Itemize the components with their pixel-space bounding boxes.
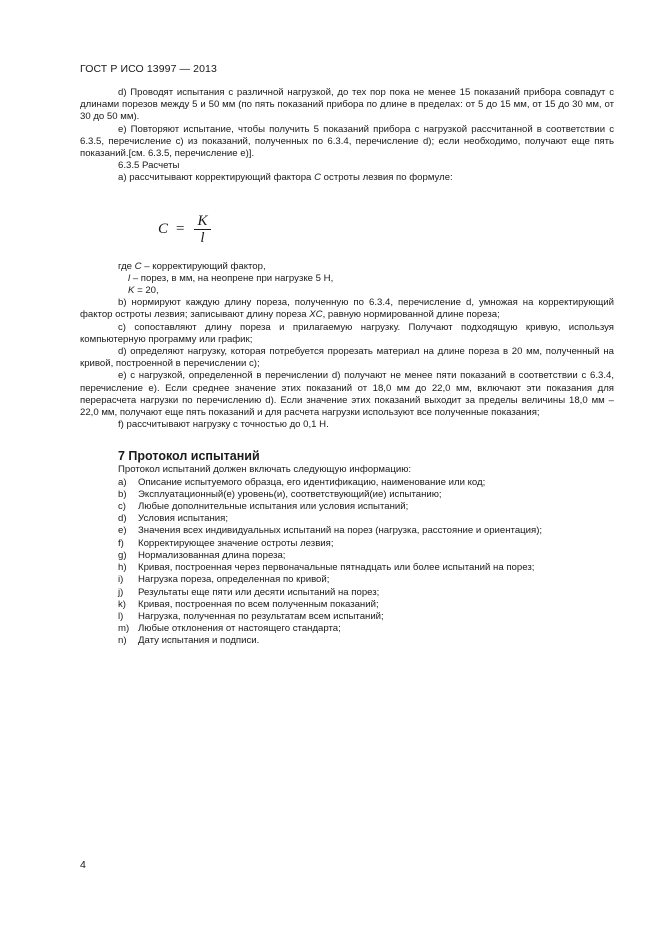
calc-item-a-symbol: C (314, 172, 322, 184)
list-item-text: Нагрузка пореза, определенная по кривой; (138, 574, 330, 586)
protocol-list-item (118, 611, 614, 623)
list-item-text: Дату испытания и подписи. (138, 635, 260, 647)
list-item-text: Любые дополнительные испытания или условия испытаний; (138, 501, 409, 513)
protocol-list-item (118, 513, 614, 525)
calc-item-d: d) определяют нагрузку, которая потребуется прорезать материал на длине пореза в 20 мм, полученный на кривой, построенной в перечислении с); (80, 346, 614, 370)
paragraph-d: d) Проводят испытания с различной нагрузкой, до тех пор пока не менее 15 показаний прибора совпадут с длинами порезов между 5 и 50 мм (по пять показаний прибора по длине в пределах: от 5 до 15 мм, от 15 до 30 мм, от 30 до 50 мм). (80, 87, 614, 123)
list-item-marker: f) (118, 537, 124, 549)
definition-k (80, 285, 614, 297)
protocol-list-item (118, 525, 614, 537)
list-item-text: Условия испытания; (138, 513, 228, 525)
list-item-text: Значения всех индивидуальных испытаний на порез (нагрузка, расстояние и ориентация); (138, 525, 543, 537)
protocol-list-item (118, 574, 614, 586)
list-item-text: Нагрузка, полученная по результатам всем испытаний; (138, 610, 384, 622)
definition-c (80, 261, 614, 273)
page-header: ГОСТ Р ИСО 13997 — 2013 (80, 63, 217, 75)
protocol-list-item (118, 489, 614, 501)
list-item-marker: h) (118, 562, 127, 574)
list-item-text: Кривая, построенная по всем полученным показаний; (138, 598, 379, 610)
calc-item-b-start: b) нормируют каждую длину пореза, полученную по 6.3.4, перечисление d, умножая на корректирующий фактор остроты лезвия; записывают длину пореза (80, 297, 614, 321)
protocol-list-item (118, 623, 614, 635)
formula-lhs: C (158, 221, 169, 238)
protocol-list-item (118, 635, 614, 647)
formula-equals: = (176, 221, 185, 238)
formula-fraction (194, 212, 210, 246)
calc-item-f: f) рассчитывают нагрузку с точностью до 0,1 Н. (118, 419, 329, 431)
section-heading-6-3-5: 6.3.5 Расчеты (118, 160, 180, 172)
protocol-list-item (118, 550, 614, 562)
list-item-marker: e) (118, 525, 127, 537)
list-item-text: Результаты еще пяти или десяти испытаний на порез; (138, 586, 380, 598)
page-number: 4 (80, 859, 86, 871)
calc-item-a (80, 172, 614, 184)
section-title-7: 7 Протокол испытаний (118, 449, 260, 464)
protocol-list (80, 477, 614, 648)
formula-numerator: K (194, 215, 210, 230)
list-item-text: Эксплуатационный(е) уровень(и), соответствующий(ие) испытанию; (138, 488, 442, 500)
calc-item-e: е) с нагрузкой, определенной в перечислении d) получают не менее пяти показаний в соответствии с 6.3.4, перечисление е). Если среднее значение этих показаний от 18,0 мм до 22,0 мм, включают эти показания для перерасчета нагрузки по перечислению d). Если значение этих показаний выходит за пределы величины 18,0 мм – 22,0 мм, получают еще пять показаний и для расчета нагрузки используют все полученные показания; (80, 370, 614, 419)
list-item-marker: j) (118, 586, 124, 598)
list-item-marker: n) (118, 635, 127, 647)
list-item-marker: i) (118, 574, 124, 586)
list-item-marker: b) (118, 488, 127, 500)
protocol-list-item (118, 562, 614, 574)
calc-item-c: c) сопоставляют длину пореза и прилагаемую нагрузку. Получают подходящую кривую, используя компьютерную программу или график; (80, 321, 614, 345)
list-item-text: Корректирующее значение остроты лезвия; (138, 537, 334, 549)
protocol-list-item (118, 477, 614, 489)
protocol-list-item (118, 587, 614, 599)
calc-item-a-intro: а) рассчитывают корректирующий фактора (118, 172, 315, 184)
list-item-text: Любые отклонения от настоящего стандарта; (138, 623, 341, 635)
list-item-text: Описание испытуемого образца, его идентификацию, наименование или код; (138, 476, 486, 488)
list-item-marker: g) (118, 549, 127, 561)
protocol-list-item (118, 501, 614, 513)
paragraph-e: e) Повторяют испытание, чтобы получить 5 показаний прибора с нагрузкой рассчитанной в соответствии с 6.3.5, перечисление с) из показаний, полученных по 6.3.4, перечисление d); если необходимо, получают еще пять показаний.[см. 6.3.5, перечисление е)]. (80, 123, 614, 160)
definition-where: где (118, 260, 135, 272)
definition-k-symbol: K (128, 285, 135, 297)
calc-item-b-symbol: XC (309, 309, 323, 321)
protocol-list-item (118, 599, 614, 611)
definition-l (80, 273, 614, 285)
definition-l-symbol: l (128, 272, 131, 284)
list-item-marker: c) (118, 501, 126, 513)
formula-denominator: l (200, 229, 205, 246)
list-item-marker: k) (118, 598, 126, 610)
calc-item-a-tail: остроты лезвия по формуле: (321, 172, 453, 184)
definition-k-text: = 20, (134, 285, 159, 297)
calc-item-b-end: , равную нормированной длине пореза; (322, 309, 500, 321)
list-item-text: Нормализованная длина пореза; (138, 549, 286, 561)
definition-l-text: – порез, в мм, на неопрене при нагрузке 5 Н, (130, 272, 334, 284)
list-item-marker: a) (118, 476, 127, 488)
protocol-intro: Протокол испытаний должен включать следующую информацию: (118, 464, 412, 476)
list-item-marker: d) (118, 513, 127, 525)
list-item-text: Кривая, построенная через первоначальные пятнадцать или более испытаний на порез; (138, 562, 535, 574)
list-item-marker: l) (118, 610, 124, 622)
formula (158, 212, 211, 246)
formula-block (80, 185, 614, 261)
list-item-marker: m) (118, 623, 130, 635)
document-body (80, 87, 614, 648)
definition-c-symbol: C (134, 260, 142, 272)
protocol-list-item (118, 538, 614, 550)
definition-c-text: – корректирующий фактор, (141, 260, 266, 272)
calc-item-b (80, 297, 614, 321)
